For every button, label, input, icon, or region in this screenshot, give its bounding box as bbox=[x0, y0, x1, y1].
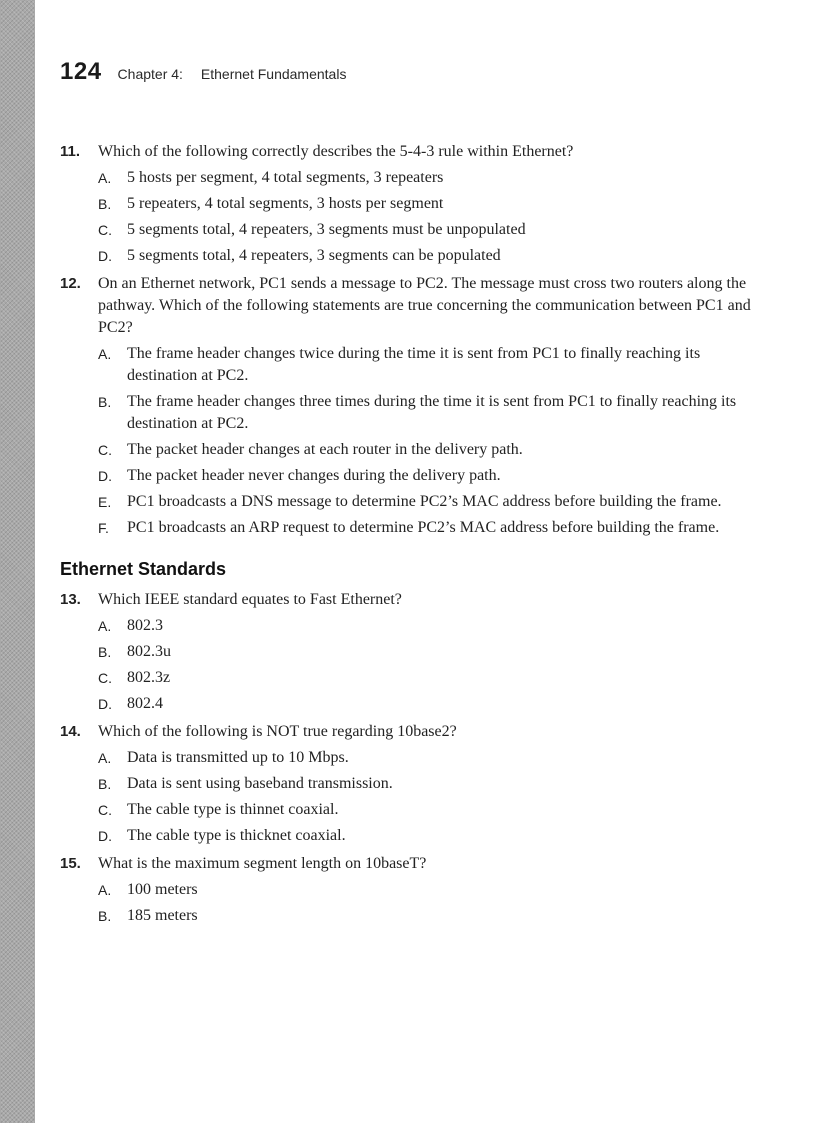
option-text: 5 segments total, 4 repeaters, 3 segments must be unpopulated bbox=[127, 221, 526, 238]
answer-option bbox=[98, 391, 760, 435]
option-text: PC1 broadcasts an ARP request to determine PC2’s MAC address before building the frame. bbox=[127, 519, 720, 536]
answer-options bbox=[98, 343, 760, 539]
option-text: 802.3u bbox=[127, 643, 171, 660]
answer-options bbox=[98, 879, 760, 927]
option-text: The frame header changes three times during the time it is sent from PC1 to finally reaching its destination at PC2. bbox=[127, 393, 737, 432]
option-letter: B. bbox=[98, 776, 112, 792]
question-text: On an Ethernet network, PC1 sends a message to PC2. The message must cross two routers along the pathway. Which of the following statements are true concerning the communication between PC1 and PC2? bbox=[98, 275, 751, 336]
answer-option bbox=[98, 667, 760, 689]
option-letter: D. bbox=[98, 696, 112, 712]
option-text: 100 meters bbox=[127, 881, 198, 898]
page-content bbox=[60, 141, 760, 933]
answer-option bbox=[98, 879, 760, 901]
question-number: 13. bbox=[60, 591, 81, 608]
option-letter: C. bbox=[98, 442, 112, 458]
option-text: 185 meters bbox=[127, 907, 198, 924]
option-text: The frame header changes twice during the time it is sent from PC1 to finally reaching its destination at PC2. bbox=[127, 345, 701, 384]
answer-option bbox=[98, 517, 760, 539]
question-12 bbox=[60, 273, 760, 539]
answer-option bbox=[98, 245, 760, 267]
question-text: What is the maximum segment length on 10baseT? bbox=[98, 855, 427, 872]
option-text: 5 repeaters, 4 total segments, 3 hosts per segment bbox=[127, 195, 444, 212]
question-13 bbox=[60, 589, 760, 715]
question-number: 12. bbox=[60, 275, 81, 292]
option-text: Data is sent using baseband transmission. bbox=[127, 775, 393, 792]
answer-option bbox=[98, 343, 760, 387]
option-letter: C. bbox=[98, 670, 112, 686]
question-number: 11. bbox=[60, 143, 81, 160]
option-letter: D. bbox=[98, 468, 112, 484]
option-text: 802.4 bbox=[127, 695, 163, 712]
option-letter: C. bbox=[98, 802, 112, 818]
answer-option bbox=[98, 491, 760, 513]
option-letter: A. bbox=[98, 882, 112, 898]
option-letter: C. bbox=[98, 222, 112, 238]
answer-options bbox=[98, 747, 760, 847]
question-14 bbox=[60, 721, 760, 847]
question-text: Which IEEE standard equates to Fast Ethernet? bbox=[98, 591, 402, 608]
answer-option bbox=[98, 167, 760, 189]
answer-option bbox=[98, 747, 760, 769]
question-text: Which of the following is NOT true regarding 10base2? bbox=[98, 723, 457, 740]
option-text: The cable type is thicknet coaxial. bbox=[127, 827, 346, 844]
option-letter: D. bbox=[98, 248, 112, 264]
option-text: The packet header changes at each router in the delivery path. bbox=[127, 441, 523, 458]
answer-option bbox=[98, 219, 760, 241]
page-number: 124 bbox=[60, 58, 102, 85]
option-letter: B. bbox=[98, 908, 112, 924]
answer-options bbox=[98, 167, 760, 267]
answer-options bbox=[98, 615, 760, 715]
option-text: The packet header never changes during the delivery path. bbox=[127, 467, 501, 484]
question-number: 15. bbox=[60, 855, 81, 872]
option-text: 802.3z bbox=[127, 669, 171, 686]
answer-option bbox=[98, 905, 760, 927]
answer-option bbox=[98, 615, 760, 637]
option-text: 5 hosts per segment, 4 total segments, 3 repeaters bbox=[127, 169, 444, 186]
option-letter: B. bbox=[98, 394, 112, 410]
answer-option bbox=[98, 439, 760, 461]
option-letter: B. bbox=[98, 196, 112, 212]
option-letter: A. bbox=[98, 618, 112, 634]
answer-option bbox=[98, 641, 760, 663]
answer-option bbox=[98, 773, 760, 795]
option-letter: B. bbox=[98, 644, 112, 660]
option-text: PC1 broadcasts a DNS message to determine PC2’s MAC address before building the frame. bbox=[127, 493, 722, 510]
option-letter: A. bbox=[98, 346, 112, 362]
running-head bbox=[60, 58, 346, 84]
answer-option bbox=[98, 825, 760, 847]
section-heading: Ethernet Standards bbox=[60, 559, 227, 579]
chapter-title: Ethernet Fundamentals bbox=[200, 66, 347, 82]
option-text: 802.3 bbox=[127, 617, 163, 634]
chapter-label: Chapter 4: bbox=[117, 66, 183, 82]
answer-option bbox=[98, 465, 760, 487]
question-number: 14. bbox=[60, 723, 81, 740]
answer-option bbox=[98, 799, 760, 821]
option-letter: A. bbox=[98, 170, 112, 186]
option-text: Data is transmitted up to 10 Mbps. bbox=[127, 749, 349, 766]
option-letter: A. bbox=[98, 750, 112, 766]
question-text: Which of the following correctly describes the 5-4-3 rule within Ethernet? bbox=[98, 143, 574, 160]
option-letter: D. bbox=[98, 828, 112, 844]
option-text: The cable type is thinnet coaxial. bbox=[127, 801, 339, 818]
answer-option bbox=[98, 693, 760, 715]
question-11 bbox=[60, 141, 760, 267]
book-spine-edge bbox=[0, 0, 35, 1123]
option-letter: F. bbox=[98, 520, 109, 536]
option-text: 5 segments total, 4 repeaters, 3 segments can be populated bbox=[127, 247, 501, 264]
answer-option bbox=[98, 193, 760, 215]
option-letter: E. bbox=[98, 494, 112, 510]
question-15 bbox=[60, 853, 760, 927]
